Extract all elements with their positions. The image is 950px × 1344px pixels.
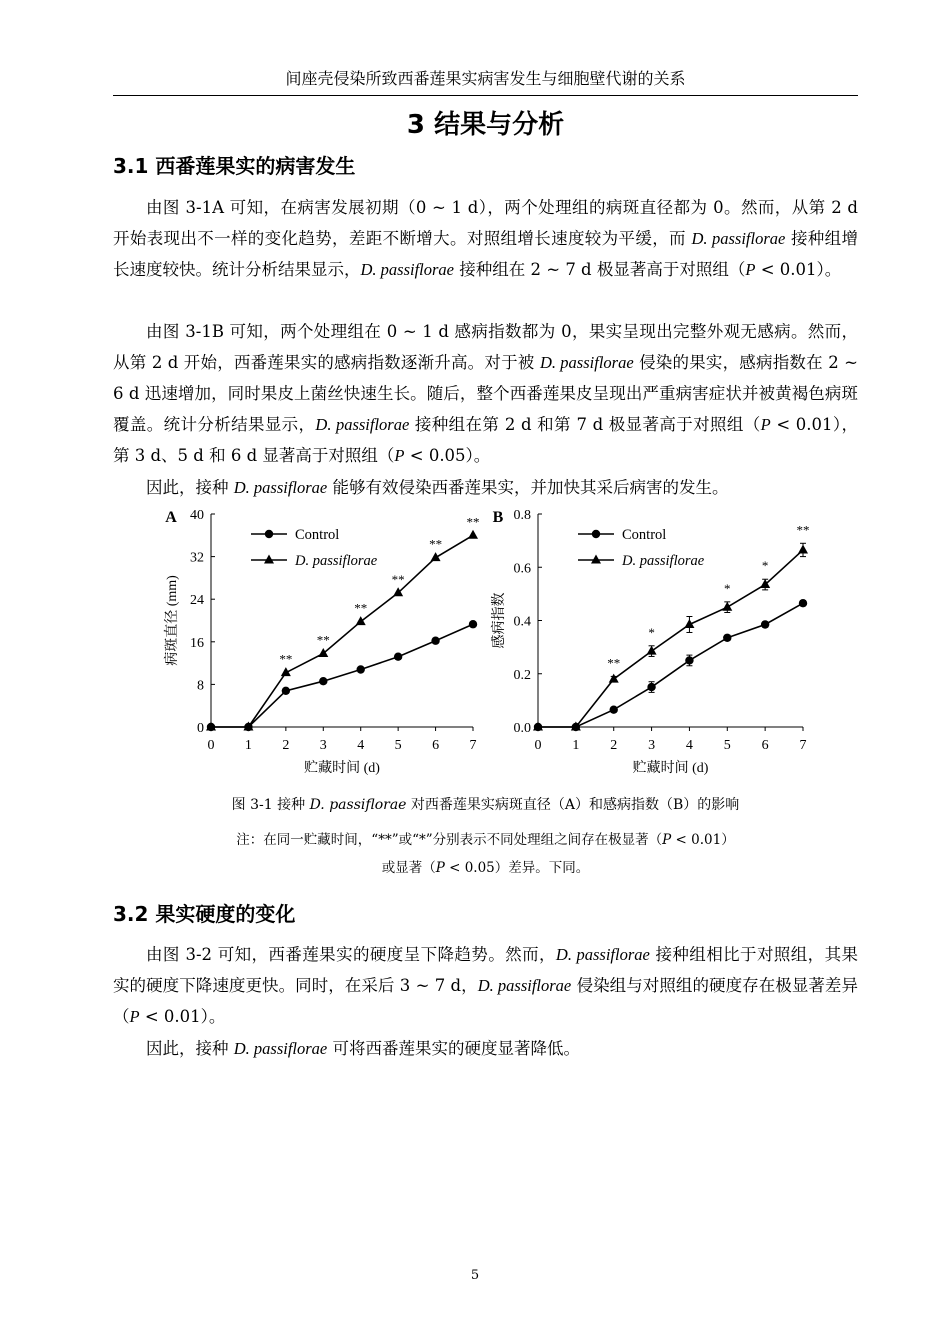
legend-marker-control [265,530,273,538]
panel-label: A [165,509,177,526]
legend-label: D. passiflorae [295,553,378,569]
y-tick-label: 0.0 [513,721,531,736]
data-point-control [610,705,618,713]
data-point-treatment [798,544,808,553]
data-point-treatment [356,616,366,625]
x-tick-label: 7 [469,738,477,753]
significance-mark: * [724,580,731,596]
x-axis-label: 贮藏时间 (d) [632,761,709,776]
data-point-control [685,656,693,664]
section-title-3-2: 3.2 果实硬度的变化 [113,902,296,926]
significance-mark: ** [354,600,368,616]
page-number: 5 [470,1268,480,1283]
y-tick-label: 40 [190,508,204,523]
x-tick-label: 6 [761,738,769,753]
x-tick-label: 0 [534,738,542,753]
x-tick-label: 2 [282,738,290,753]
legend-marker-control [592,530,600,538]
data-point-control [394,653,402,661]
y-tick-label: 0.8 [513,508,531,523]
series-line [538,550,803,727]
legend-label: Control [295,527,340,543]
chart-panel-b [490,508,810,776]
legend-label: D. passiflorae [622,553,705,569]
paragraph-3-1-c: 因此，接种 D. passiflorae 能够有效侵染西番莲果实，并加快其采后病害的发生。 [146,478,729,497]
data-point-treatment [431,552,441,561]
x-tick-label: 4 [357,738,365,753]
data-point-control [469,620,477,628]
y-tick-label: 0.6 [513,561,531,577]
x-tick-label: 4 [685,738,693,753]
x-tick-label: 7 [799,738,807,753]
paragraph-3-2-b: 因此，接种 D. passiflorae 可将西番莲果实的硬度显著降低。 [146,1039,581,1058]
chart-panel-a [164,508,480,776]
data-point-treatment [647,646,657,655]
significance-mark: * [648,624,655,640]
data-point-control [647,683,655,691]
y-axis-label: 病斑直径 (mm) [165,575,180,666]
significance-mark: ** [391,571,405,587]
y-tick-label: 32 [190,550,204,566]
x-tick-label: 0 [207,738,215,753]
significance-mark: ** [279,651,293,667]
data-point-control [723,634,731,642]
y-tick-label: 16 [190,635,204,651]
x-tick-label: 6 [432,738,440,753]
x-axis-label: 贮藏时间 (d) [304,761,380,776]
data-point-treatment [722,602,732,611]
legend-marker-treatment [591,555,601,564]
running-head: 间座壳侵染所致西番莲果实病害发生与细胞壁代谢的关系 [113,66,858,96]
data-point-control [431,637,439,645]
chapter-title: 3 结果与分析 [406,110,565,140]
significance-mark: ** [429,536,443,552]
y-tick-label: 24 [190,593,204,609]
figure-caption: 图 3-1 接种 D. passiflorae 对西番莲果实病斑直径（A）和感病指数（B）的影响 [231,797,740,813]
figure-3-1 [150,505,830,790]
data-point-control [319,677,327,685]
x-tick-label: 3 [648,738,656,753]
data-point-treatment [318,648,328,657]
significance-mark: * [761,558,769,574]
panel-label: B [492,509,504,526]
paragraph-3-1-a: 由图 3-1A 可知，在病害发展初期（0 ~ 1 d），两个处理组的病斑直径都为 0。然而，从第 2 d 开始表现出不一样的变化趋势，差距不断增大。对照组增长速度较为平缓，而 D. passiflorae 接种组增长速度较快。统计分析结果显示，D. passiflorae 接种组在 2 ~ 7 d 极显著高于对照组（P < 0.01）。 [113,198,858,279]
significance-mark: ** [796,522,810,538]
significance-mark: ** [316,632,330,648]
y-tick-label: 0.4 [513,614,531,630]
figure-note-line2: 或显著（P < 0.05）差异。下同。 [381,860,590,876]
y-tick-label: 0 [197,721,204,736]
data-point-treatment [468,530,478,539]
figure-note-line1: 注：在同一贮藏时间，“**”或“*”分别表示不同处理组之间存在极显著（P < 0.01） [236,832,735,848]
data-point-control [357,665,365,673]
data-point-control [282,687,290,695]
data-point-control [761,620,769,628]
data-point-treatment [609,674,619,683]
legend-marker-treatment [264,555,274,564]
legend-label: Control [622,527,667,543]
section-title-3-1: 3.1 西番莲果实的病害发生 [113,154,356,178]
x-tick-label: 1 [572,738,580,753]
y-tick-label: 0.2 [513,667,531,683]
y-axis-label: 感病指数 [492,592,507,649]
significance-mark: ** [466,514,480,530]
x-tick-label: 5 [394,738,402,753]
paragraph-3-1-b: 由图 3-1B 可知，两个处理组在 0 ~ 1 d 感病指数都为 0，果实呈现出完整外观无感病。然而，从第 2 d 开始，西番莲果实的感病指数逐渐升高。对于被 D. passiflorae 侵染的果实，感病指数在 2 ~ 6 d 迅速增加，同时果皮上菌丝快速生长。随后，整个西番莲果皮呈现出严重病害症状并被黄褐色病斑覆盖。统计分析结果显示，D. passiflorae 接种组在第 2 d 和第 7 d 极显著高于对照组（P < 0.01），第 3 d、5 d 和 6 d 显著高于对照组（P < 0.05）。 [113,322,859,465]
significance-mark: ** [607,655,621,671]
x-tick-label: 2 [610,738,618,753]
y-tick-label: 8 [197,678,204,694]
x-tick-label: 1 [244,738,252,753]
data-point-control [799,599,807,607]
x-tick-label: 5 [723,738,731,753]
x-tick-label: 3 [319,738,327,753]
paragraph-3-2-a: 由图 3-2 可知，西番莲果实的硬度呈下降趋势。然而，D. passiflorae 接种组相比于对照组，其果实的硬度下降速度更快。同时，在采后 3 ~ 7 d，D. passiflorae 侵染组与对照组的硬度存在极显著差异（P < 0.01）。 [113,945,858,1026]
